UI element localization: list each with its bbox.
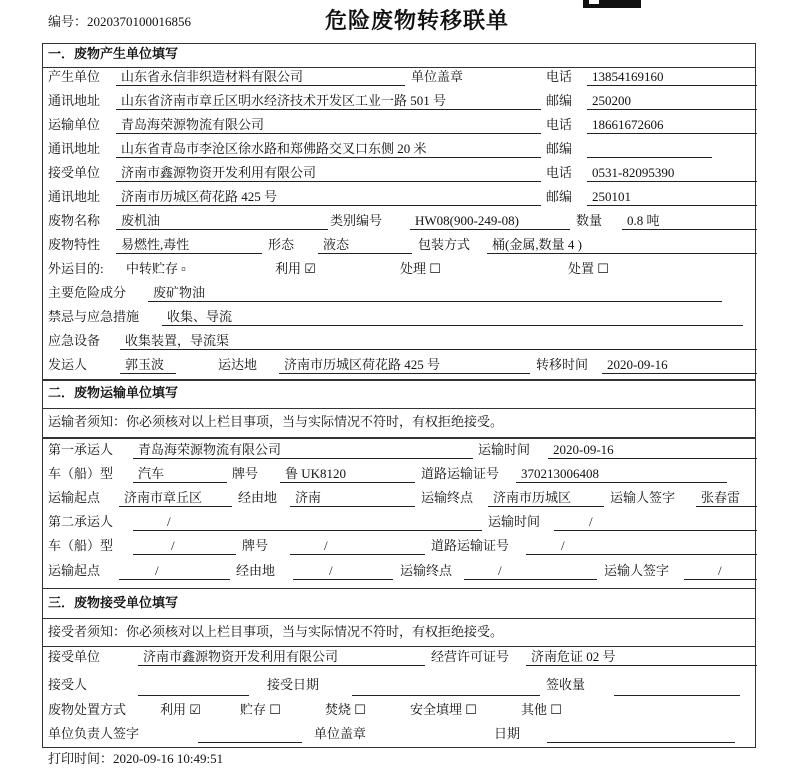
plate-label: 牌号 xyxy=(232,466,259,481)
zip-label: 邮编 xyxy=(546,141,573,156)
purpose-option-utilize[interactable] xyxy=(275,260,316,278)
page-title: 危险废物转移联单 xyxy=(325,9,510,34)
checkbox-checked-icon[interactable]: ☑ xyxy=(189,702,201,717)
license-label: 经营许可证号 xyxy=(431,649,510,664)
producer-phone-field[interactable]: 13854169160 xyxy=(587,68,757,86)
amount-label: 签收量 xyxy=(546,677,586,692)
second-end-field[interactable]: / xyxy=(464,562,597,580)
transfer-time-field[interactable]: 2020-09-16 xyxy=(602,356,757,374)
form-label: 形态 xyxy=(268,237,295,252)
second-carrier-field[interactable]: / xyxy=(133,513,482,531)
phone-label: 电话 xyxy=(546,69,573,84)
first-start-field[interactable]: 济南市章丘区 xyxy=(119,489,232,507)
section-2-heading: 二．废物运输单位填写 xyxy=(48,386,179,401)
second-plate-field[interactable]: / xyxy=(290,537,425,555)
date-label: 接受日期 xyxy=(267,677,320,692)
receiver-label: 接受单位 xyxy=(48,165,101,180)
second-via-field[interactable]: / xyxy=(293,562,393,580)
receiver-phone-field[interactable]: 0531-82095390 xyxy=(587,164,757,182)
unit-field[interactable]: 济南市鑫源物资开发利用有限公司 xyxy=(138,648,425,666)
option-label: 处理 xyxy=(400,261,427,276)
hazard-label: 主要危险成分 xyxy=(48,285,127,300)
option-label: 利用 xyxy=(275,261,302,276)
addr-label: 通讯地址 xyxy=(48,141,101,156)
first-sign-field[interactable]: 张春雷 xyxy=(696,489,757,507)
hazard-field[interactable]: 废矿物油 xyxy=(148,284,722,302)
checkbox-checked-icon[interactable]: ☑ xyxy=(304,261,316,276)
via-label: 经由地 xyxy=(236,563,276,578)
second-vehicle-field[interactable]: / xyxy=(133,537,236,555)
transfer-time-label: 转移时间 xyxy=(536,357,589,372)
divider xyxy=(42,437,756,439)
second-carrier-label: 第二承运人 xyxy=(48,514,114,529)
pack-field[interactable]: 桶(金属,数量 4 ) xyxy=(487,236,757,254)
property-field[interactable]: 易燃性,毒性 xyxy=(116,236,262,254)
checkbox-icon[interactable]: ☐ xyxy=(429,261,441,276)
second-start-field[interactable]: / xyxy=(119,562,230,580)
date-field[interactable] xyxy=(352,676,540,696)
time-label: 运输时间 xyxy=(488,514,541,529)
addr-label: 通讯地址 xyxy=(48,93,101,108)
checkbox-icon[interactable]: ☐ xyxy=(269,702,281,717)
option-label: 其他 xyxy=(521,702,548,717)
option-label: 安全填埋 xyxy=(410,702,463,717)
category-label: 类别编号 xyxy=(330,213,383,228)
first-end-field[interactable]: 济南市历城区 xyxy=(488,489,604,507)
head-sign-label: 单位负责人签字 xyxy=(48,726,140,741)
qr-code-fragment xyxy=(583,0,641,8)
divider xyxy=(42,588,756,589)
seal-label: 单位盖章 xyxy=(314,726,367,741)
shipper-label: 发运人 xyxy=(48,357,88,372)
taboo-label: 禁忌与应急措施 xyxy=(48,309,140,324)
zip-label: 邮编 xyxy=(546,189,573,204)
receiver-zip-field[interactable]: 250101 xyxy=(587,188,757,206)
producer-label: 产生单位 xyxy=(48,69,101,84)
person-field[interactable] xyxy=(138,676,249,696)
permit-label: 道路运输证号 xyxy=(431,538,510,553)
pack-label: 包装方式 xyxy=(418,237,471,252)
print-time-label: 打印时间： xyxy=(48,751,114,766)
carrier-notice: 运输者须知：你必须核对以上栏目事项，当与实际情况不符时，有权拒绝接受。 xyxy=(48,414,504,429)
print-time xyxy=(48,750,223,768)
checkbox-icon[interactable]: ☐ xyxy=(465,702,477,717)
first-via-field[interactable]: 济南 xyxy=(290,489,415,507)
section-3-heading: 三．废物接受单位填写 xyxy=(48,596,179,611)
sign-label: 运输人签字 xyxy=(610,490,676,505)
receiver-notice: 接受者须知：你必须核对以上栏目事项，当与实际情况不符时，有权拒绝接受。 xyxy=(48,624,504,639)
purpose-option-dispose[interactable] xyxy=(568,260,609,278)
start-label: 运输起点 xyxy=(48,490,101,505)
receiver-field[interactable]: 济南市鑫源物资开发利用有限公司 xyxy=(116,164,541,182)
first-vehicle-field[interactable]: 汽车 xyxy=(133,465,227,483)
time-label: 运输时间 xyxy=(478,442,531,457)
amount-field[interactable] xyxy=(614,676,740,696)
vehicle-label: 车（船）型 xyxy=(48,538,114,553)
second-time-field[interactable]: / xyxy=(554,513,757,531)
first-carrier-label: 第一承运人 xyxy=(48,442,114,457)
method-storage[interactable] xyxy=(240,701,281,719)
end-label: 运输终点 xyxy=(421,490,474,505)
person-label: 接受人 xyxy=(48,677,88,692)
phone-label: 电话 xyxy=(546,165,573,180)
checkbox-icon[interactable]: ☐ xyxy=(354,702,366,717)
category-field[interactable]: HW08(900-249-08) xyxy=(410,212,570,230)
waste-name-field[interactable]: 废机油 xyxy=(116,212,328,230)
start-label: 运输起点 xyxy=(48,563,101,578)
serial-value: 2020370100016856 xyxy=(87,14,192,29)
option-label: 利用 xyxy=(160,702,187,717)
second-permit-field[interactable]: / xyxy=(526,537,757,555)
sign-date-label: 日期 xyxy=(494,726,521,741)
sign-label: 运输人签字 xyxy=(604,563,670,578)
vehicle-label: 车（船）型 xyxy=(48,466,114,481)
license-field[interactable]: 济南危证 02 号 xyxy=(526,648,757,666)
unit-label: 接受单位 xyxy=(48,649,101,664)
serial-label: 编号： xyxy=(48,14,88,29)
divider xyxy=(42,379,756,381)
head-sign-field[interactable] xyxy=(198,725,302,743)
method-utilize[interactable] xyxy=(160,701,201,719)
equip-label: 应急设备 xyxy=(48,333,101,348)
divider xyxy=(42,408,756,409)
end-label: 运输终点 xyxy=(400,563,453,578)
permit-label: 道路运输证号 xyxy=(421,466,500,481)
checkbox-icon[interactable]: ☐ xyxy=(597,261,609,276)
option-label: 焚烧 xyxy=(325,702,352,717)
method-incinerate[interactable] xyxy=(325,701,366,719)
taboo-field[interactable]: 收集、导流 xyxy=(162,308,743,326)
divider xyxy=(42,646,756,647)
dest-field[interactable]: 济南市历城区荷花路 425 号 xyxy=(279,356,530,374)
second-sign-field[interactable]: / xyxy=(684,562,757,580)
option-label: 贮存 xyxy=(240,702,267,717)
plate-label: 牌号 xyxy=(242,538,269,553)
purpose-label: 外运目的: xyxy=(48,261,104,276)
method-landfill[interactable] xyxy=(410,701,477,719)
form-field[interactable]: 液态 xyxy=(318,236,412,254)
producer-field[interactable]: 山东省永信非织造材料有限公司 xyxy=(116,68,405,86)
equip-field[interactable]: 收集装置，导流渠 xyxy=(120,332,757,350)
seal-label: 单位盖章 xyxy=(411,69,464,84)
first-plate-field[interactable]: 鲁 UK8120 xyxy=(280,465,415,483)
phone-label: 电话 xyxy=(546,117,573,132)
method-label: 废物处置方式 xyxy=(48,702,127,717)
option-label: 处置 xyxy=(568,261,595,276)
serial-number xyxy=(48,13,191,31)
receiver-addr-field[interactable]: 济南市历城区荷花路 425 号 xyxy=(116,188,541,206)
waste-name-label: 废物名称 xyxy=(48,213,101,228)
first-permit-field[interactable]: 370213006408 xyxy=(516,465,727,483)
checkbox-icon[interactable]: ☐ xyxy=(550,702,562,717)
zip-label: 邮编 xyxy=(546,93,573,108)
property-label: 废物特性 xyxy=(48,237,101,252)
sign-date-field[interactable] xyxy=(547,725,735,743)
method-other[interactable] xyxy=(521,701,562,719)
carrier-phone-field[interactable]: 18661672606 xyxy=(587,116,757,134)
purpose-option-treat[interactable] xyxy=(400,260,441,278)
carrier-addr-field[interactable]: 山东省青岛市李沧区徐水路和郑佛路交叉口东侧 20 米 xyxy=(116,140,541,158)
print-time-value: 2020-09-16 10:49:51 xyxy=(113,751,224,766)
via-label: 经由地 xyxy=(238,490,278,505)
first-carrier-field[interactable]: 青岛海荣源物流有限公司 xyxy=(133,441,473,459)
carrier-label: 运输单位 xyxy=(48,117,101,132)
checkbox-icon[interactable]: ▫ xyxy=(181,261,186,276)
producer-zip-field[interactable]: 250200 xyxy=(587,92,757,110)
shipper-field[interactable]: 郭玉波 xyxy=(120,356,176,374)
qty-field[interactable]: 0.8 吨 xyxy=(622,212,757,230)
qty-label: 数量 xyxy=(576,213,603,228)
option-label: 中转贮存 xyxy=(126,261,179,276)
purpose-option-transfer-storage[interactable] xyxy=(126,260,186,278)
dest-label: 运达地 xyxy=(218,357,258,372)
first-time-field[interactable]: 2020-09-16 xyxy=(548,441,757,459)
divider xyxy=(42,618,756,619)
carrier-zip-field[interactable] xyxy=(587,140,712,158)
addr-label: 通讯地址 xyxy=(48,189,101,204)
producer-addr-field[interactable]: 山东省济南市章丘区明水经济技术开发区工业一路 501 号 xyxy=(116,92,541,110)
section-1-heading: 一．废物产生单位填写 xyxy=(48,47,179,62)
carrier-field[interactable]: 青岛海荣源物流有限公司 xyxy=(116,116,541,134)
